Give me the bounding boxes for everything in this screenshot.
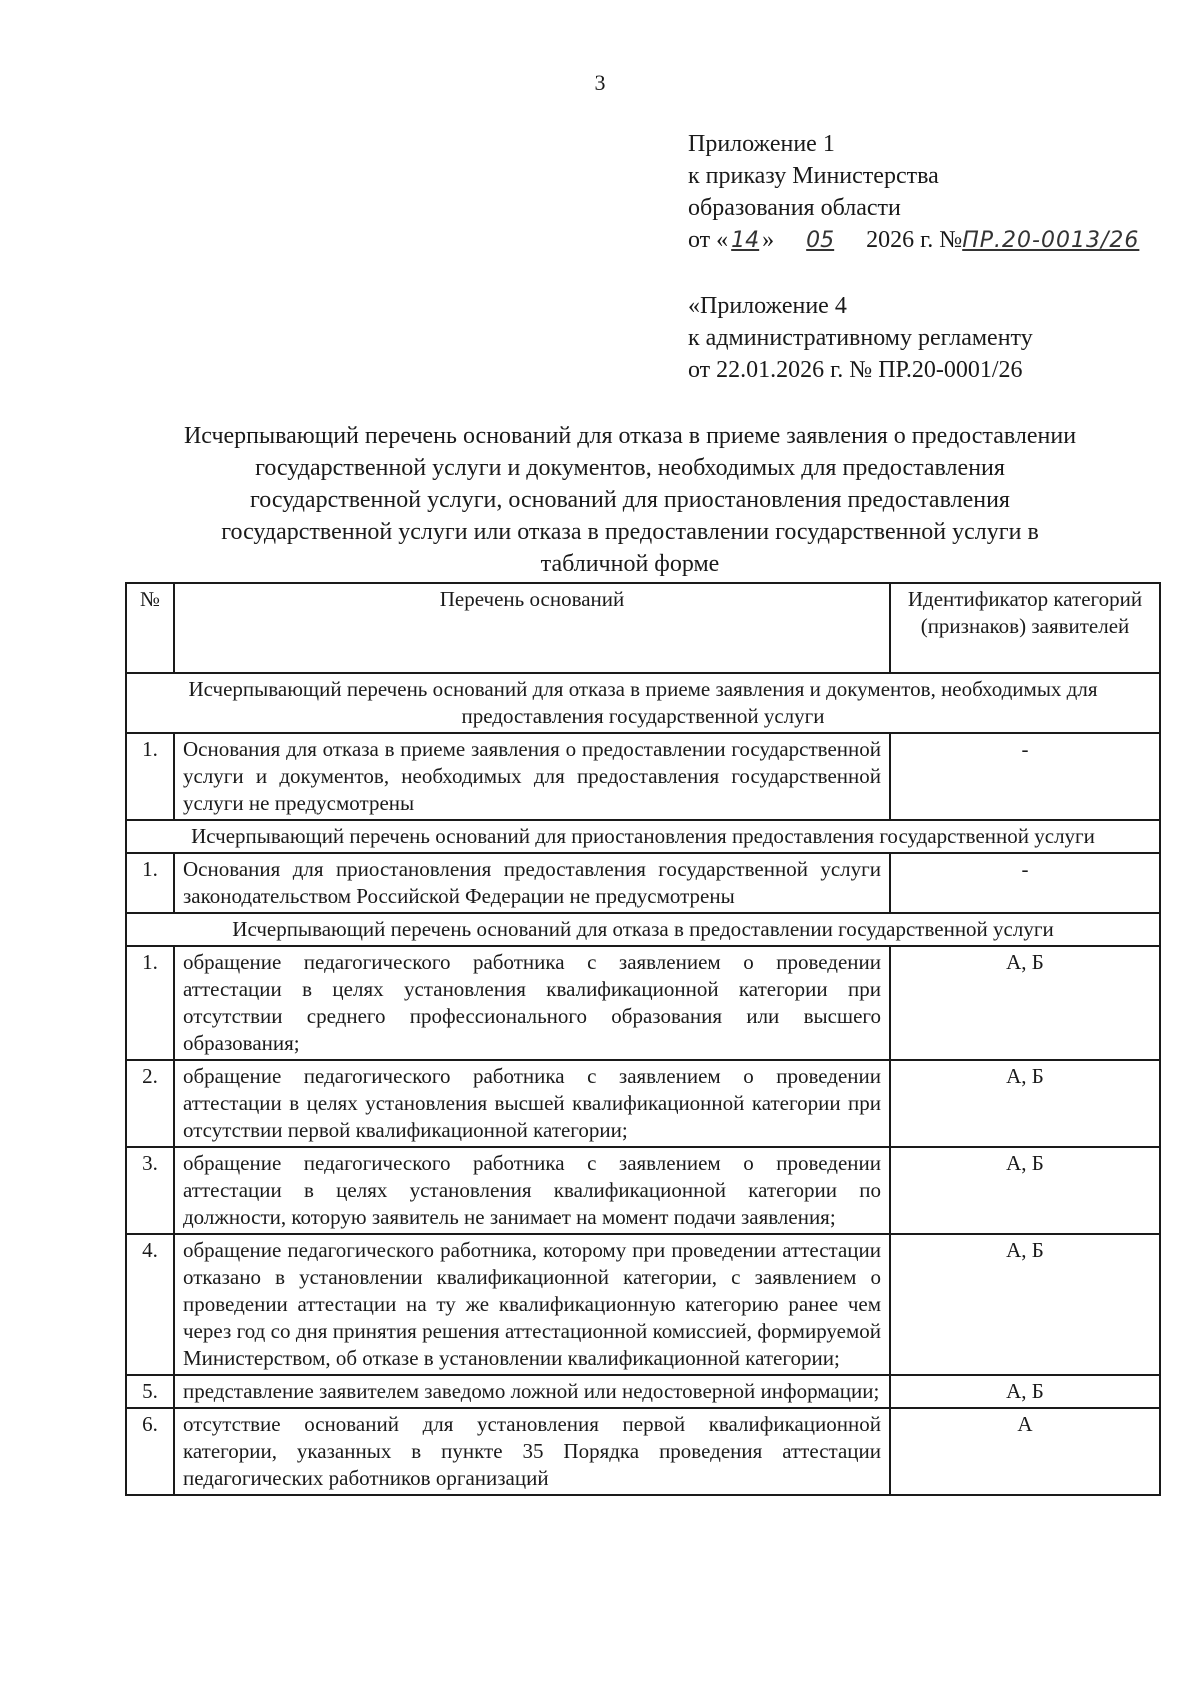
section-3-heading: Исчерпывающий перечень оснований для отказа в предоставлении государственной услуги — [126, 913, 1160, 946]
row-num: 1. — [126, 853, 174, 913]
row-reason: обращение педагогического работника с заявлением о проведении аттестации в целях установления квалификационной категории по должности, которую заявитель не занимает на момент подачи заявления; — [174, 1147, 890, 1234]
row-num: 6. — [126, 1408, 174, 1495]
document-title: Исчерпывающий перечень оснований для отказа в приеме заявления о предоставлении государственной услуги и документов, необходимых для предоставления государственной услуги, оснований для приостановления предоставления государственной услуги или отказа в предоставлении государственной услуги в табличной форме — [183, 423, 1077, 577]
section-1-heading: Исчерпывающий перечень оснований для отказа в приеме заявления и документов, необходимых для предоставления государственной услуги — [126, 673, 1160, 733]
section-heading-row — [126, 820, 1160, 853]
row-reason: отсутствие оснований для установления первой квалификационной категории, указанных в пункте 35 Порядка проведения аттестации педагогических работников организаций — [174, 1408, 890, 1495]
row-reason: Основания для приостановления предоставления государственной услуги законодательством Российской Федерации не предусмотрены — [174, 853, 890, 913]
section-heading-row — [126, 913, 1160, 946]
section-2-heading: Исчерпывающий перечень оснований для приостановления предоставления государственной услуги — [126, 820, 1160, 853]
table-header-row — [126, 583, 1160, 673]
page-number: 3 — [594, 70, 606, 95]
date-mid: » — [762, 227, 775, 253]
header-num: № — [126, 583, 174, 673]
row-reason: Основания для отказа в приеме заявления о предоставлении государственной услуги и документов, необходимых для предоставления государственной услуги не предусмотрены — [174, 733, 890, 820]
date-year: 2026 г. № — [866, 227, 963, 253]
handwritten-order-number: ПР.20-0013/26 — [962, 228, 1140, 253]
header-id: Идентификатор категорий (признаков) заявителей — [890, 583, 1160, 673]
appendix-4-line2: к административному регламенту — [688, 325, 1033, 351]
row-reason: обращение педагогического работника, которому при проведении аттестации отказано в установлении квалификационной категории, с заявлением о проведении аттестации на ту же квалификационную категорию ранее чем через год со дня принятия решения аттестационной комиссией, формируемой Министерством, об отказе в установлении квалификационной категории; — [174, 1234, 890, 1375]
date-prefix: от « — [688, 227, 729, 253]
row-id: А, Б — [890, 946, 1160, 1060]
row-id: - — [890, 733, 1160, 820]
table-row — [126, 1408, 1160, 1495]
table-row — [126, 853, 1160, 913]
row-id: - — [890, 853, 1160, 913]
header-reason: Перечень оснований — [174, 583, 890, 673]
table-row — [126, 1375, 1160, 1408]
table-row — [126, 1234, 1160, 1375]
row-id: А, Б — [890, 1060, 1160, 1147]
appendix-4-line3: от 22.01.2026 г. № ПР.20-0001/26 — [688, 357, 1023, 383]
row-reason: обращение педагогического работника с заявлением о проведении аттестации в целях установления квалификационной категории при отсутствии среднего профессионального образования или высшего образования; — [174, 946, 890, 1060]
appendix-1-date-line — [688, 224, 1139, 257]
section-heading-row — [126, 673, 1160, 733]
row-num: 1. — [126, 946, 174, 1060]
row-num: 1. — [126, 733, 174, 820]
row-reason: представление заявителем заведомо ложной или недостоверной информации; — [174, 1375, 890, 1408]
grounds-table — [125, 582, 1161, 1496]
appendix-1-header — [688, 128, 1139, 257]
table-row — [126, 733, 1160, 820]
appendix-4-line1: «Приложение 4 — [688, 293, 847, 319]
table-row — [126, 1147, 1160, 1234]
row-num: 5. — [126, 1375, 174, 1408]
row-reason: обращение педагогического работника с заявлением о проведении аттестации в целях установления высшей квалификационной категории при отсутствии первой квалификационной категории; — [174, 1060, 890, 1147]
row-id: А, Б — [890, 1234, 1160, 1375]
appendix-1-line1: Приложение 1 — [688, 131, 835, 157]
row-num: 3. — [126, 1147, 174, 1234]
appendix-1-line3: образования области — [688, 195, 901, 221]
row-num: 4. — [126, 1234, 174, 1375]
row-id: А, Б — [890, 1375, 1160, 1408]
handwritten-day: 14 — [731, 228, 760, 253]
appendix-4-header — [688, 290, 1033, 386]
table-row — [126, 1060, 1160, 1147]
table-row — [126, 946, 1160, 1060]
row-id: А — [890, 1408, 1160, 1495]
appendix-1-line2: к приказу Министерства — [688, 163, 939, 189]
handwritten-month: 05 — [806, 228, 835, 253]
row-id: А, Б — [890, 1147, 1160, 1234]
row-num: 2. — [126, 1060, 174, 1147]
